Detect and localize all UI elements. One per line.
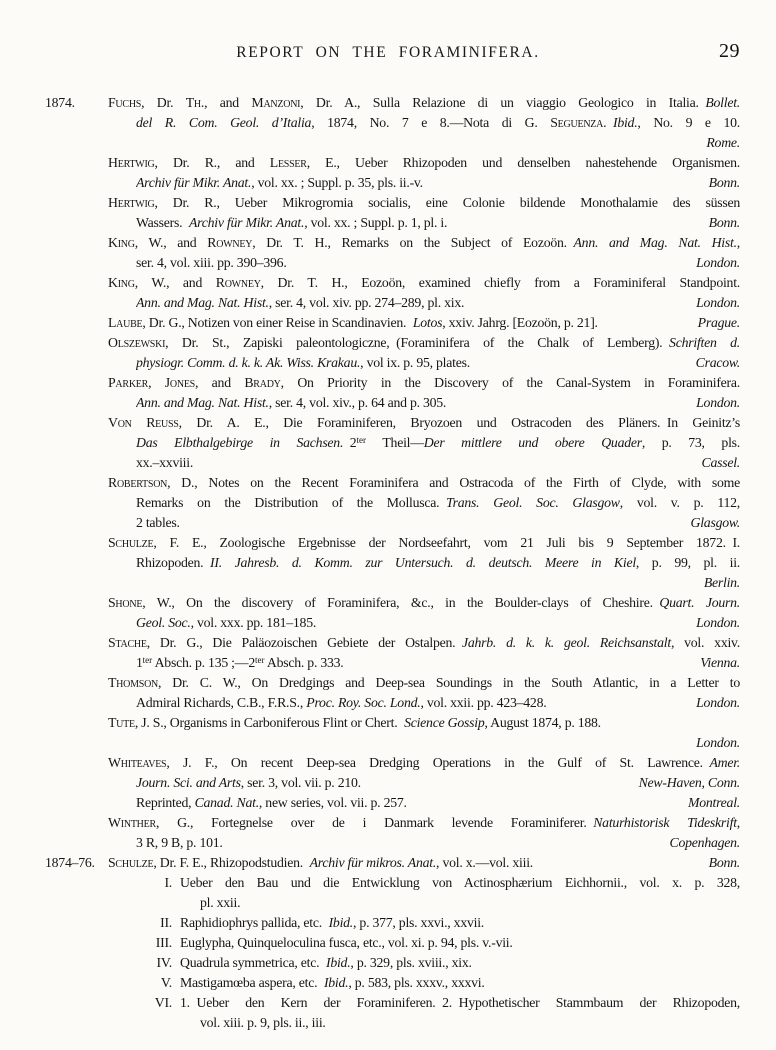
entry-line-text: xx.–xxviii. [136,455,194,470]
entry-line [108,873,740,893]
place-label: Vienna. [700,655,740,670]
bib-entry [108,193,740,233]
bib-entry [108,373,740,413]
entry-line: Whiteaves, J. F., On recent Deep-sea Dredging Operations in the Gulf of St. Lawrence. Amer. [108,755,740,770]
entry-line-text: Laube, Dr. G., Notizen von einer Reise in Scandinavien. Lotos, xxiv. Jahrg. [Eozoön, p. 21]. [108,315,598,330]
place-label: Copenhagen. [669,835,740,850]
bib-entry [108,593,740,633]
bib-entry [108,313,740,333]
entry-line: Thomson, Dr. C. W., On Dredgings and Deep-sea Soundings in the South Atlantic, in a Letter to [108,675,740,690]
entry-line-text: Admiral Richards, C.B., F.R.S., Proc. Roy. Soc. Lond., vol. xxii. pp. 423–428. [136,695,547,710]
entry-line [136,353,740,373]
bib-entry [108,813,740,853]
entry-line-text: 1. Ueber den Kern der Foraminiferen. 2. Hypothetischer Stammbaum der Rhizopoden, [180,995,740,1010]
place-label: Cassel. [701,455,740,470]
entry-line-text: Mastigamœba aspera, etc. Ibid., p. 583, pls. xxxv., xxxvi. [180,975,485,990]
subitem-numeral: IV. [156,955,172,970]
place-label: Bonn. [708,855,740,870]
entry-line-text: Ann. and Mag. Nat. Hist., ser. 4, vol. xiv. pp. 274–289, pl. xix. [136,295,465,310]
year-group [45,93,740,853]
entry-line: Schulze, F. E., Zoologische Ergebnisse der Nordseefahrt, vom 21 Juli bis 9 September 1872. I. [108,535,740,550]
entry-line-text: Journ. Sci. and Arts, ser. 3, vol. vii. p. 210. [136,775,361,790]
entry-line [108,953,740,973]
entry-line [136,613,740,633]
entry-line [136,793,740,813]
entry-line: King, W., and Rowney, Dr. T. H., Eozoön, examined chiefly from a Foraminiferal Standpoint. [108,275,740,290]
entry-line [108,913,740,933]
page-number: 29 [719,40,740,62]
subitem-numeral: III. [155,935,172,950]
entry-line-text: 3 R, 9 B, p. 101. [136,835,223,850]
entry-line [136,253,740,273]
entry-line-text: Geol. Soc., vol. xxx. pp. 181–185. [136,615,317,630]
entry-line: Olszewski, Dr. St., Zapiski paleontologiczne, (Foraminifera of the Chalk of Lemberg). Schriften d. [108,335,740,350]
place-label: London. [696,395,740,410]
entry-line: Stache, Dr. G., Die Paläozoischen Gebiete der Ostalpen. Jahrb. d. k. k. geol. Reichsanstalt, vol. xxiv. [108,635,740,650]
bib-entry [108,333,740,373]
entry-line-text: 2 tables. [136,515,180,530]
subitem-numeral: II. [160,915,172,930]
subitem-numeral: V. [160,975,172,990]
year-label: 1874. [45,95,75,110]
entry-line [136,393,740,413]
entry-line-text: Raphidiophrys pallida, etc. Ibid., p. 377, pls. xxvi., xxvii. [180,915,484,930]
entry-line [136,453,740,473]
bib-entry [108,413,740,473]
bibliography [45,93,740,1033]
bib-entry [108,233,740,273]
entry-line [136,213,740,233]
place-label: Bonn. [708,175,740,190]
year-group [45,853,740,1033]
bib-entry [108,853,740,1033]
place-label: London. [696,735,740,750]
place-label: Rome. [706,135,740,150]
place-label: New-Haven, Conn. [638,775,740,790]
bib-entry [108,473,740,533]
entry-line: Das Elbthalgebirge in Sachsen. $2^{ter}$ Theil—Der mittlere und obere Quader, p. 73, pls. [136,435,740,450]
place-label: Montreal. [687,795,740,810]
entry-line [108,313,740,333]
entry-line: Fuchs, Dr. Th., and Manzoni, Dr. A., Sulla Relazione di un viaggio Geologico in Italia. Bollet. [108,95,740,110]
entry-line: Robertson, D., Notes on the Recent Foraminifera and Ostracoda of the Firth of Clyde, with some [108,475,740,490]
entry-line-text: physiogr. Comm. d. k. k. Ak. Wiss. Krakau., vol ix. p. 95, plates. [136,355,470,370]
bib-entry [108,273,740,313]
place-label: Berlin. [703,575,740,590]
place-label: London. [696,615,740,630]
place-label: Cracow. [695,355,740,370]
bib-entry [108,93,740,153]
entry-line: del R. Com. Geol. d’Italia, 1874, No. 7 e 8.—Nota di G. Seguenza. Ibid., No. 9 e 10. [136,115,740,130]
entry-line-text: $1^{ter}$ Absch. p. 135 $;—2^{ter}$ Absch. p. 333. [136,655,344,670]
entry-line [108,933,740,953]
entry-line: Hertwig, Dr. R., and Lesser, E., Ueber Rhizopoden und denselben nahestehende Organismen. [108,155,740,170]
bib-entry [108,533,740,593]
entry-line [136,833,740,853]
bib-entry [108,713,740,753]
year-label: 1874–76. [45,855,95,870]
entry-line: Parker, Jones, and Brady, On Priority in the Discovery of the Canal-System in Foraminifera. [108,375,740,390]
place-label: Prague. [697,315,740,330]
entry-line [136,173,740,193]
entry-line: Rhizopoden. II. Jahresb. d. Komm. zur Untersuch. d. deutsch. Meere in Kiel, p. 99, pl. ii. [136,555,740,570]
entry-line [136,293,740,313]
entry-line [108,993,740,1013]
entry-line-text: Quadrula symmetrica, etc. Ibid., p. 329, pls. xviii., xix. [180,955,472,970]
entry-line: pl. xxii. [200,895,241,910]
entry-line-text: Euglypha, Quinqueloculina fusca, etc., vol. xi. p. 94, pls. v.-vii. [180,935,513,950]
entry-line-text: Reprinted, Canad. Nat., new series, vol. vii. p. 257. [136,795,407,810]
bib-entry [108,633,740,673]
bib-entry [108,153,740,193]
place-label: London. [696,255,740,270]
entry-line: Von Reuss, Dr. A. E., Die Foraminiferen, Bryozoen und Ostracoden des Pläners. In Geinitz’s [108,415,740,430]
entry-line: Tute, J. S., Organisms in Carboniferous Flint or Chert. Science Gossip, August 1874, p. 188. [108,715,601,730]
entry-line-text: ser. 4, vol. xiii. pp. 390–396. [136,255,287,270]
subitem-numeral: I. [164,875,172,890]
bib-entry [108,673,740,713]
entry-line [136,653,740,673]
subitem-numeral: VI. [154,995,172,1010]
entry-line [108,973,740,993]
entry-line-text: Schulze, Dr. F. E., Rhizopodstudien. Archiv für mikros. Anat., vol. x.—vol. xiii. [108,855,533,870]
entry-line [108,853,740,873]
entry-line-text: Wassers. Archiv für Mikr. Anat., vol. xx. ; Suppl. p. 1, pl. i. [136,215,448,230]
page-header [36,0,740,66]
entry-line-text: Ann. and Mag. Nat. Hist., ser. 4, vol. xiv., p. 64 and p. 305. [136,395,447,410]
entry-line: vol. xiii. p. 9, pls. ii., iii. [200,1015,326,1030]
place-label: Glasgow. [690,515,740,530]
entry-line: Remarks on the Distribution of the Mollusca. Trans. Geol. Soc. Glasgow, vol. v. p. 112, [136,495,740,510]
entry-line [136,773,740,793]
entry-line: Hertwig, Dr. R., Ueber Mikrogromia socialis, eine Colonie bildende Monothalamie des süssen [108,195,740,210]
bib-entry [108,753,740,813]
entry-line-text: Ueber den Bau und die Entwicklung von Actinosphærium Eichhornii., vol. x. p. 328, [180,875,740,890]
entry-line [136,513,740,533]
place-label: Bonn. [708,215,740,230]
entry-line: Shone, W., On the discovery of Foraminifera, &c., in the Boulder-clays of Cheshire. Quart. Journ. [108,595,740,610]
page-title: REPORT ON THE FORAMINIFERA. [236,44,540,61]
place-label: London. [696,695,740,710]
entry-line: Winther, G., Fortegnelse over de i Danmark levende Foraminiferer. Naturhistorisk Tideskrift, [108,815,740,830]
entry-line: King, W., and Rowney, Dr. T. H., Remarks on the Subject of Eozoön. Ann. and Mag. Nat. Hist., [108,235,740,250]
entry-line [136,693,740,713]
place-label: London. [696,295,740,310]
entry-line-text: Archiv für Mikr. Anat., vol. xx. ; Suppl. p. 35, pls. ii.-v. [136,175,423,190]
